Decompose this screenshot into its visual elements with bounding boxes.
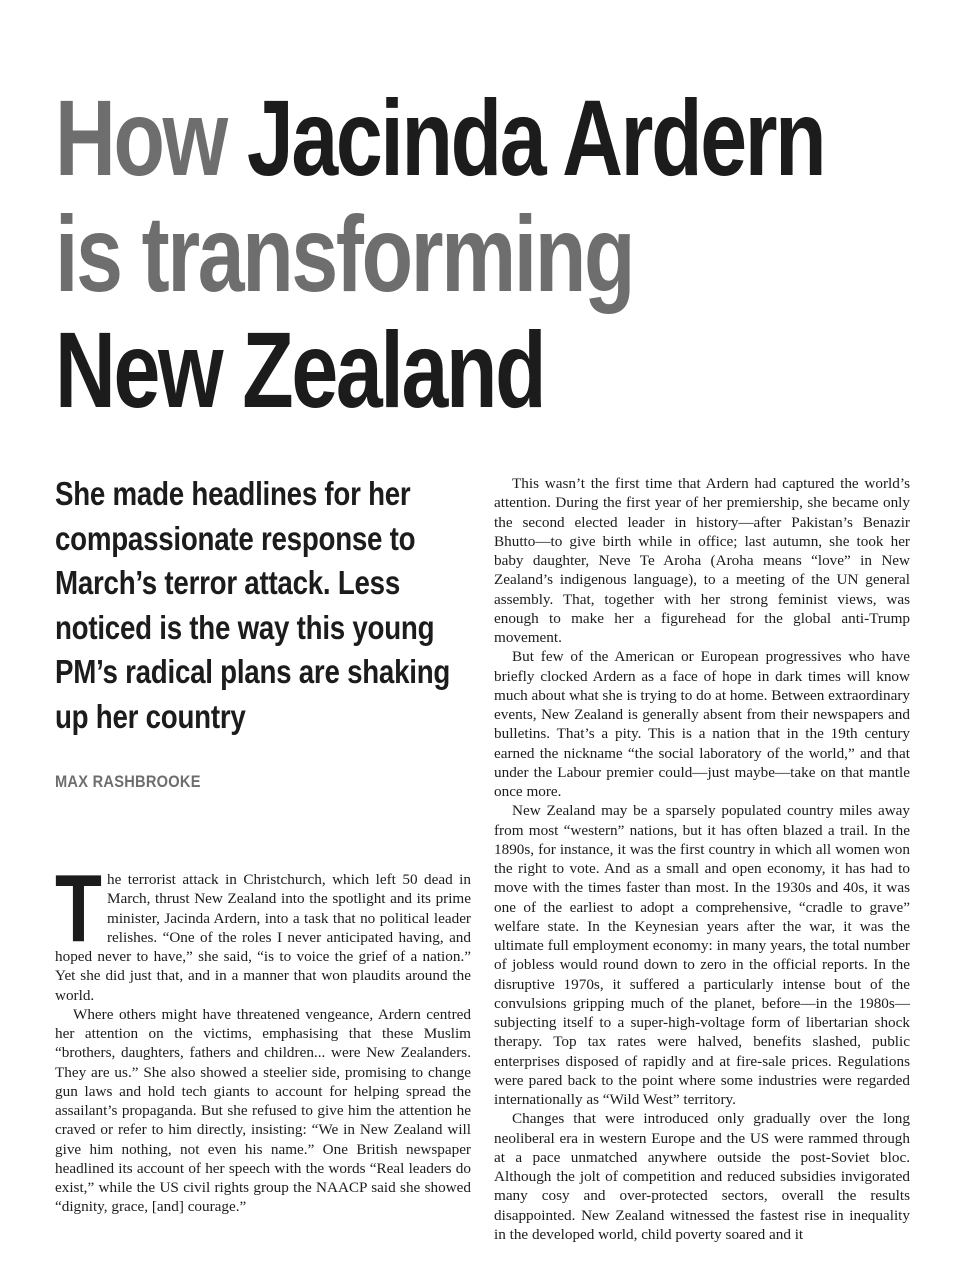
standfirst: She made headlines for her compassionate response to March’s terror attack. Less noticed is the way this young PM’s radical plans are shaking up her country (55, 475, 451, 735)
article-paragraph: Changes that were introduced only gradually over the long neoliberal era in western Europe and the US were rammed through at a pace unmatched anywhere outside the post-Soviet bloc. Although the jolt of competition and reduced subsidies invigorated many cosy and over-protected sectors, overall the results disappointed. New Zealand witnessed the fastest rise in inequality in the developed world, child poverty soared and it (494, 1110, 910, 1243)
headline-line-3: New Zealand (55, 309, 545, 430)
headline-line-2: is transforming (55, 193, 634, 314)
headline-dark-name: Jacinda Ardern (246, 77, 825, 198)
drop-cap: T (55, 855, 102, 962)
headline (55, 77, 825, 430)
article-paragraph: New Zealand may be a sparsely populated country miles away from most “western” nations, but it has often blazed a trail. In the 1890s, for instance, it was the first country in which all women won the right to vote. And as a small and open economy, it has had to move with the times faster than most. In the 1930s and 40s, it was one of the earliest to adopt a comprehensive, “cradle to grave” welfare state. In the Keynesian years after the war, it was the ultimate full employment economy: in many years, the total number of jobless would round down to zero in the official reports. In the disruptive 1970s, it suffered a particularly intense bout of the convulsions gripping much of the planet, before—in the 1980s—subjecting itself to a super-high-voltage form of libertarian shock therapy. Top tax rates were halved, benefits slashed, public enterprises disposed of rapidly and at fire-sale prices. Regulations were pared back to the point where some industries were regarded internationally as “Wild West” territory. (494, 802, 910, 1108)
article-paragraph: Where others might have threatened vengeance, Ardern centred her attention on the victims, emphasising that these Muslim “brothers, daughters, fathers and children... were New Zealanders. They are us.” She also showed a steelier side, promising to change gun laws and hold tech giants to account for helping spread the assailant’s propaganda. But she refused to give him the attention he craved or refer to him directly, insisting: “We in New Zealand will give him nothing, not even his name.” One British newspaper headlined its account of her speech with the words “Real leaders do exist,” while the US civil rights group the NAACP said she showed “dignity, grace, [and] courage.” (55, 1005, 471, 1216)
article-paragraph: This wasn’t the first time that Ardern had captured the world’s attention. During the first year of her premiership, she became only the second elected leader in history—after Pakistan’s Benazir Bhutto—to give birth while in office; last autumn, she took her baby daughter, Neve Te Aroha (Aroha means “love” in New Zealand’s indigenous language), to a meeting of the UN general assembly. That, together with her strong feminist views, was enough to make her a figurehead for the global anti-Trump movement. (494, 475, 910, 646)
byline: MAX RASHBROOKE (55, 772, 201, 791)
article-column-right (494, 474, 910, 1244)
headline-grey-how: How (55, 77, 226, 198)
article-paragraph (55, 855, 471, 1005)
article-column-left (55, 855, 471, 1217)
article-paragraph: But few of the American or European progressives who have briefly clocked Ardern as a face of hope in dark times will know much about what she is trying to do at home. Between extraordinary events, New Zealand is generally absent from their newspapers and bulletins. That’s a pity. This is a nation that in the 19th century earned the nickname “the social laboratory of the world,” and that under the Labour premier could—just maybe—take on that mantle once more. (494, 648, 910, 800)
article-paragraph-text: he terrorist attack in Christchurch, which left 50 dead in March, thrust New Zealand into the spotlight and its prime minister, Jacinda Ardern, into a task that no political leader relishes. “One of the roles I never anticipated having, and hoped never to have,” she said, “is to voice the grief of a nation.” Yet she did just that, and in a manner that won plaudits around the world. (55, 871, 471, 1004)
headline-line-1 (55, 77, 825, 198)
